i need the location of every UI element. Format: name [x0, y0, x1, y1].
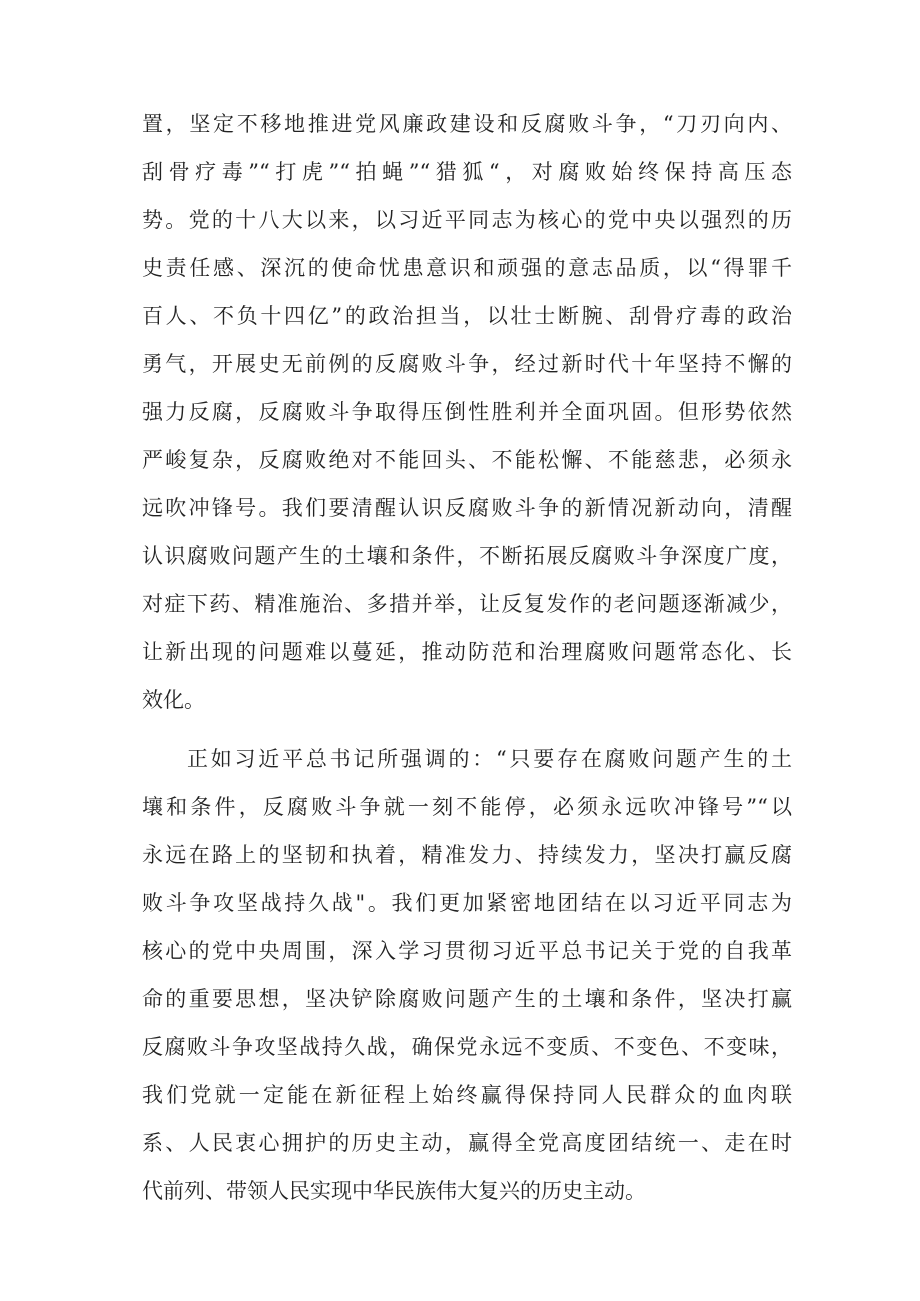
paragraph-line: 我们党就一定能在新征程上始终赢得保持同人民群众的血肉联	[142, 1083, 792, 1107]
paragraph-line: 百人、不负十四亿”的政治担当，以壮士断腕、刮骨疗毒的政治	[142, 304, 792, 328]
paragraph-line: 正如习近平总书记所强调的：“只要存在腐败问题产生的土	[187, 747, 792, 771]
paragraph-line: 强力反腐，反腐败斗争取得压倒性胜利并全面巩固。但形势依然	[142, 400, 792, 424]
paragraph-line: 勇气，开展史无前例的反腐败斗争，经过新时代十年坚持不懈的	[142, 352, 792, 376]
paragraph-line: 壤和条件，反腐败斗争就一刻不能停，必须永远吹冲锋号”“以	[142, 795, 792, 819]
paragraph-2	[142, 735, 792, 1215]
paragraph-line: 对症下药、精准施治、多措并举，让反复发作的老问题逐渐减少，	[142, 592, 792, 616]
paragraph-line: 史责任感、深沉的使命忧患意识和顽强的意志品质，以“得罪千	[142, 256, 792, 280]
paragraph-line: 命的重要思想，坚决铲除腐败问题产生的土壤和条件，坚决打赢	[142, 987, 792, 1011]
paragraph-line: 严峻复杂，反腐败绝对不能回头、不能松懈、不能慈悲，必须永	[142, 448, 792, 472]
paragraph-line: 远吹冲锋号。我们要清醒认识反腐败斗争的新情况新动向，清醒	[142, 496, 792, 520]
paragraph-line: 败斗争攻坚战持久战"。我们更加紧密地团结在以习近平同志为	[142, 891, 792, 915]
paragraph-line: 认识腐败问题产生的土壤和条件，不断拓展反腐败斗争深度广度，	[142, 544, 792, 568]
paragraph-gap	[142, 724, 792, 735]
paragraph-line: 永远在路上的坚韧和执着，精准发力、持续发力，坚决打赢反腐	[142, 843, 792, 867]
paragraph-line: 势。党的十八大以来，以习近平同志为核心的党中央以强烈的历	[142, 208, 792, 232]
paragraph-line: 反腐败斗争攻坚战持久战，确保党永远不变质、不变色、不变味，	[142, 1035, 792, 1059]
paragraph-line: 代前列、带领人民实现中华民族伟大复兴的历史主动。	[142, 1179, 646, 1203]
paragraph-line: 置，坚定不移地推进党风廉政建设和反腐败斗争，“刀刃向内、	[142, 112, 792, 136]
paragraph-line: 核心的党中央周围，深入学习贯彻习近平总书记关于党的自我革	[142, 939, 792, 963]
paragraph-line: 效化。	[142, 688, 205, 712]
document-body	[142, 100, 792, 1215]
paragraph-line: 系、人民衷心拥护的历史主动，赢得全党高度团结统一、走在时	[142, 1131, 792, 1155]
paragraph-1	[142, 100, 792, 724]
paragraph-line: 让新出现的问题难以蔓延，推动防范和治理腐败问题常态化、长	[142, 640, 792, 664]
paragraph-line: 刮骨疗毒”“打虎”“拍蝇”“猎狐“，对腐败始终保持高压态	[142, 160, 792, 184]
